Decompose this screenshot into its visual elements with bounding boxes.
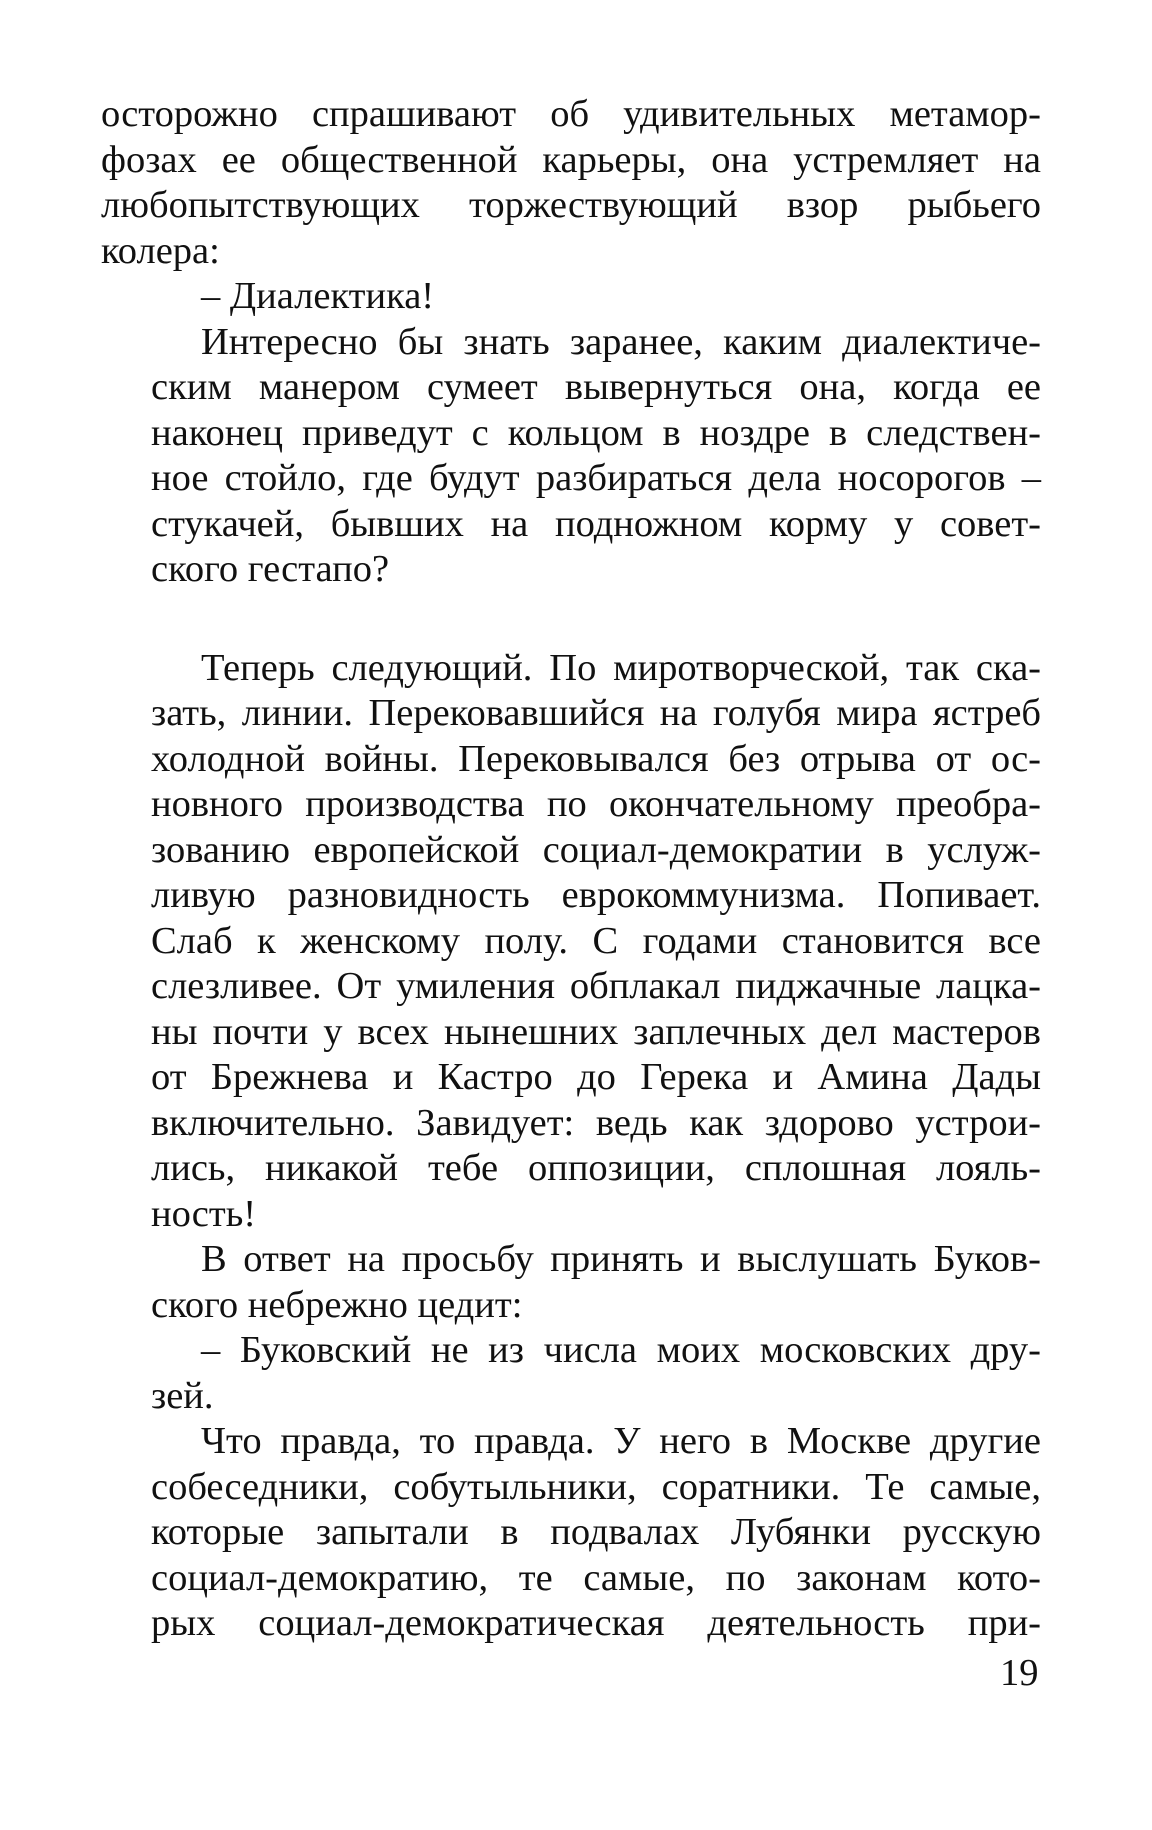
paragraph-quote xyxy=(101,1328,1041,1419)
text-line: наконец приведут с кольцом в ноздре в следствен- xyxy=(151,411,1041,454)
text-line: Слаб к женскому полу. С годами становится все xyxy=(151,919,1041,962)
paragraph-quote xyxy=(101,274,1041,320)
book-page-text xyxy=(101,92,1041,1647)
paragraph xyxy=(101,646,1041,1238)
text-line: от Брежнева и Кастро до Герека и Амина Дады xyxy=(151,1056,1041,1098)
text-line: В ответ на просьбу принять и выслушать Буков- xyxy=(201,1238,1041,1280)
text-line: рых социал-демократическая деятельность при- xyxy=(151,1602,1041,1644)
text-line: любопытствующих торжествующий взор рыбьего xyxy=(101,184,1041,226)
text-line: Интересно бы знать заранее, каким диалектиче- xyxy=(201,320,1041,363)
paragraph xyxy=(101,1419,1041,1647)
paragraph-continued xyxy=(101,92,1041,274)
page-number: 19 xyxy=(1000,1652,1039,1694)
text-line: зованию европейской социал-демократии в услуж- xyxy=(151,828,1041,871)
text-line: зей. xyxy=(151,1374,214,1417)
text-line: Что правда, то правда. У него в Москве другие xyxy=(201,1420,1041,1462)
text-line: ное стойло, где будут разбираться дела носорогов – xyxy=(151,457,1041,499)
text-line: осторожно спрашивают об удивительных метамор- xyxy=(101,93,1041,135)
text-line: которые запытали в подвалах Лубянки русскую xyxy=(151,1511,1041,1553)
text-line: зать, линии. Перековавшийся на голубя мира ястреб xyxy=(151,692,1041,734)
text-line: собеседники, собутыльники, соратники. Те самые, xyxy=(151,1465,1041,1508)
text-line: ского небрежно цедит: xyxy=(151,1283,523,1326)
text-line: лись, никакой тебе оппозиции, сплошная лояль- xyxy=(151,1147,1041,1189)
text-line: стукачей, бывших на подножном корму у совет- xyxy=(151,502,1041,545)
text-line: ливую разновидность еврокоммунизма. Попивает. xyxy=(151,874,1041,916)
text-line: – Буковский не из числа моих московских дру- xyxy=(201,1329,1041,1371)
text-line: ны почти у всех нынешних заплечных дел мастеров xyxy=(151,1010,1041,1053)
text-line: ского гестапо? xyxy=(151,548,390,590)
text-line: ским манером сумеет вывернуться она, когда ее xyxy=(151,366,1041,408)
text-line: колера: xyxy=(101,229,220,272)
text-line: социал-демократию, те самые, по законам кото- xyxy=(151,1556,1041,1599)
text-line: фозах ее общественной карьеры, она устремляет на xyxy=(101,138,1041,181)
text-line: Теперь следующий. По миротворческой, так ска- xyxy=(201,646,1041,689)
paragraph xyxy=(101,1237,1041,1328)
text-line: холодной войны. Перековывался без отрыва от ос- xyxy=(151,737,1041,780)
text-line: включительно. Завидует: ведь как здорово устрои- xyxy=(151,1101,1041,1144)
text-line: ность! xyxy=(151,1192,257,1235)
text-line: слезливее. От умиления обплакал пиджачные лацка- xyxy=(151,965,1041,1007)
paragraph xyxy=(101,320,1041,593)
text-line: новного производства по окончательному преобра- xyxy=(151,783,1041,825)
text-line: – Диалектика! xyxy=(201,275,435,317)
